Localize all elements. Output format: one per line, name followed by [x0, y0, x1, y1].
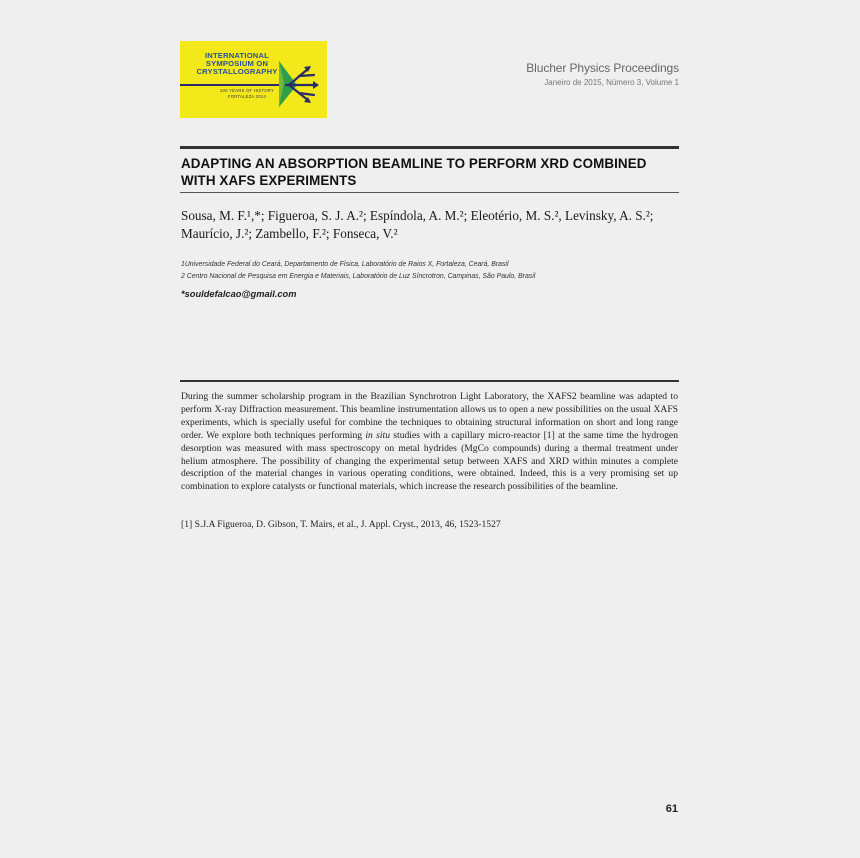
title-top-rule	[180, 146, 679, 149]
abstract-text	[181, 391, 678, 494]
page-number: 61	[665, 803, 678, 815]
title-bottom-rule	[180, 192, 679, 193]
author-list: Sousa, M. F.¹,*; Figueroa, S. J. A.²; Espíndola, A. M.²; Eleotério, M. S.², Levinsky, A. S.²; Maurício, J.²; Zambello, F.²; Fonseca, V.²	[181, 208, 654, 241]
logo-line-1: INTERNATIONAL	[204, 51, 270, 60]
affiliation-2: 2 Centro Nacional de Pesquisa em Energia e Materiais, Laboratório de Luz Síncrotron, Campinas, São Paulo, Brasil	[181, 273, 536, 280]
logo-line-2: SYMPOSIUM ON	[205, 59, 269, 69]
logo-line-3: CRYSTALLOGRAPHY	[196, 67, 278, 77]
abstract-italic: in situ	[365, 429, 390, 441]
reference-1: [1] S.J.A Figueroa, D. Gibson, T. Mairs, et al., J. Appl. Cryst., 2013, 46, 1523-1527	[181, 519, 501, 530]
journal-issue: Janeiro de 2015, Número 3, Volume 1	[544, 78, 679, 87]
abstract-rule	[180, 380, 679, 382]
journal-name: Blucher Physics Proceedings	[526, 61, 679, 75]
corresponding-email: *souldefalcao@gmail.com	[181, 289, 297, 299]
conference-logo	[180, 41, 327, 118]
paper-title: ADAPTING AN ABSORPTION BEAMLINE TO PERFORM XRD COMBINED WITH XAFS EXPERIMENTS	[181, 156, 647, 188]
logo-sub-2: FORTALEZA 2014	[227, 93, 267, 99]
abstract-part-2: studies with a capillary micro-reactor [1] at the same time the hydrogen desorption was measured with mass spectroscopy on metal hydrides (MgCo compounds) during a thermal treatment under helium atmosphere. The possibility of changing the experimental setup between XAFS and XRD within minutes a complete description of the material changes in various operating conditions, were obtained. Indeed, this is a very promising set up combination to explore catalysts or functional materials, which increase the research possibilities of the beamline.	[181, 429, 678, 493]
journal-header	[526, 61, 679, 87]
crystal-arrows-icon	[180, 41, 327, 118]
abstract-part-1: During the summer scholarship program in the Brazilian Synchrotron Light Laboratory, the XAFS2 beamline was adapted to perform X-ray Diffraction measurement. This beamline instrumentation allows us to open a new possibilities on the usual XAFS experiments, which is specially useful for combine the techniques to obtaining structural information on short and long range order. We explore both techniques performing	[181, 391, 678, 441]
logo-sub-1: 100 YEARS OF HISTORY	[219, 88, 275, 93]
affiliation-1: 1Universidade Federal do Ceará, Departamento de Física, Laboratório de Raios X, Fortaleza, Ceará, Brasil	[181, 261, 509, 268]
